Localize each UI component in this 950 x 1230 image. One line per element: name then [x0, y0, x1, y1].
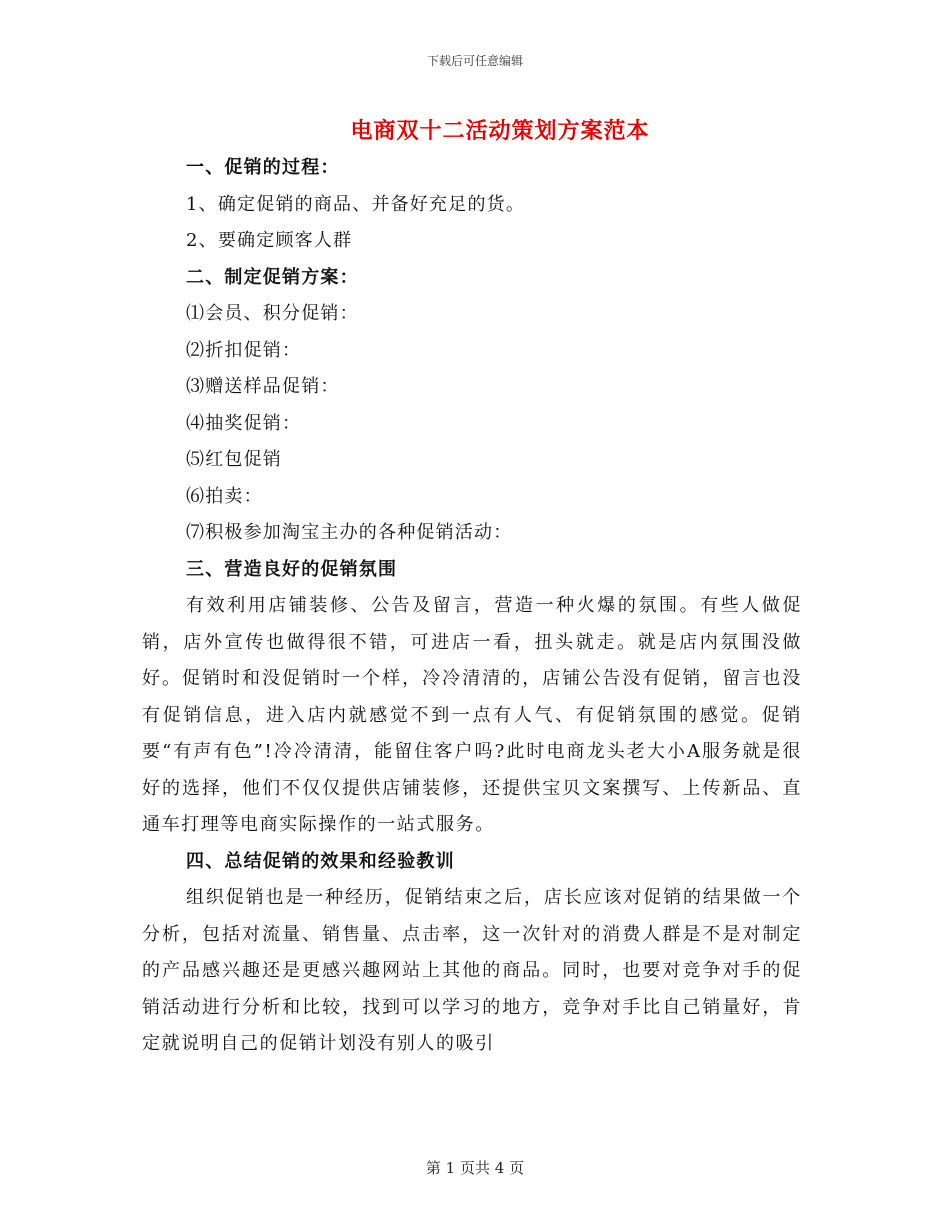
- document-title: 电商双十二活动策划方案范本: [350, 118, 650, 144]
- section-2-item-6: ⑹拍卖：: [186, 485, 263, 507]
- section-3-paragraph: 有效利用店铺装修、公告及留言，营造一种火爆的氛围。有些人做促销，店外宣传也做得很不错，可进店一看，扭头就走。就是店内氛围没做好。促销时和没促销时一个样，冷冷清清的，店铺公告没有促销，留言也没有促销信息，进入店内就感觉不到一点有人气、有促销氛围的感觉。促销要“有声有色”!冷冷清清，能留住客户吗?此时电商龙头老大小A服务就是很好的选择，他们不仅仅提供店铺装修，还提供宝贝文案撰写、上传新品、直通车打理等电商实际操作的一站式服务。: [142, 595, 802, 835]
- section-2-item-3: ⑶赠送样品促销：: [186, 376, 340, 397]
- section-2-item-5: ⑸红包促销: [186, 449, 282, 470]
- section-2-item-4: ⑷抽奖促销：: [186, 412, 302, 434]
- section-1-heading: 一、促销的过程：: [186, 157, 340, 178]
- header-note: 下载后可任意编辑: [426, 54, 523, 68]
- section-4-paragraph: 组织促销也是一种经历，促销结束之后，店长应该对促销的结果做一个分析，包括对流量、销售量、点击率，这一次针对的消费人群是不是对制定的产品感兴趣还是更感兴趣网站上其他的商品。同时，也要对竞争对手的促销活动进行分析和比较，找到可以学习的地方，竞争对手比自己销量好，肯定就说明自己的促销计划没有别人的吸引: [142, 887, 802, 1054]
- section-2-heading: 二、制定促销方案：: [186, 266, 359, 288]
- section-3-heading: 三、营造良好的促销氛围: [186, 558, 398, 580]
- section-2-item-2: ⑵折扣促销：: [186, 339, 302, 361]
- section-2-item-1: ⑴会员、积分促销：: [186, 303, 359, 324]
- section-2-item-7: ⑺积极参加淘宝主办的各种促销活动：: [186, 522, 513, 543]
- section-4-heading: 四、总结促销的效果和经验教训: [186, 850, 455, 872]
- section-1-item-2: 2、要确定顾客人群: [186, 230, 353, 251]
- document-body: [142, 150, 802, 1063]
- page-footer: 第 1 页共 4 页: [425, 1159, 525, 1177]
- section-1-item-1: 1、确定促销的商品、并备好充足的货。: [186, 193, 526, 215]
